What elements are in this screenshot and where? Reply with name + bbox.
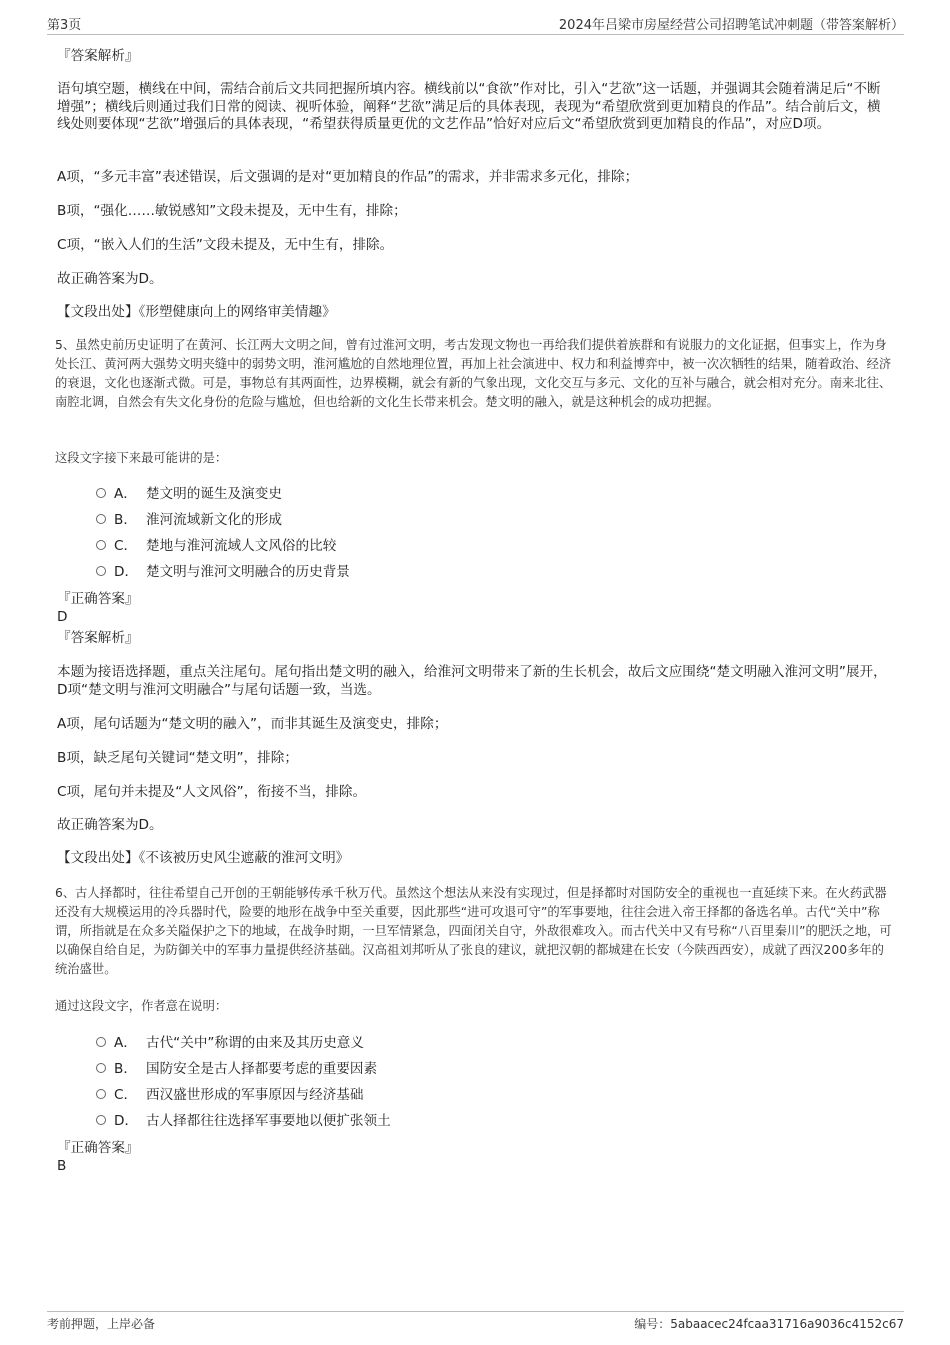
q5-source: 【文段出处】《不该被历史风尘遮蔽的淮河文明》 (57, 850, 350, 866)
q5-passage: 5、虽然史前历史证明了在黄河、长江两大文明之间，曾有过淮河文明，考古发现文物也一再给我们提供着族群和有说服力的文化证据，但事实上，作为身处长江、黄河两大强势文明夹缝中的弱势文明，淮河尴尬的自然地理位置，再加上社会演进中、权力和利益博弈中，被一次次牺牲的结果，随着政治、经济的衰退，文化也逐渐式微。可是，事物总有其两面性，边界模糊，就会有新的气象出现，文化交互与多元、文化的互补与融合，就会相对充分。南来北往、南腔北调，自然会有失文化身份的危险与尴尬，但也给新的文化生长带来机会。楚文明的融入，就是这种机会的成功把握。 (55, 338, 892, 409)
page-header (47, 14, 904, 35)
q5-option-a[interactable]: A． 楚文明的诞生及演变史 (96, 485, 282, 503)
q5-option-d[interactable]: D． 楚文明与淮河文明融合的历史背景 (96, 563, 350, 581)
radio-icon[interactable] (96, 1115, 106, 1125)
q4-option-a-note: A项，“多元丰富”表述错误，后文强调的是对“更加精良的作品”的需求，并非需求多元化，排除； (57, 169, 639, 185)
page-footer (47, 1311, 904, 1335)
page-number: 第3页 (47, 18, 82, 33)
q6-option-a[interactable]: A． 古代“关中”称谓的由来及其历史意义 (96, 1034, 364, 1052)
q5-option-b[interactable]: B． 淮河流域新文化的形成 (96, 511, 282, 529)
radio-icon[interactable] (96, 1037, 106, 1047)
q5-analysis-label: 『答案解析』 (57, 630, 139, 646)
q6-option-d[interactable]: D． 古人择都往往选择军事要地以便扩张领土 (96, 1112, 391, 1130)
q4-analysis-text: 语句填空题，横线在中间，需结合前后文共同把握所填内容。横线前以“食欲”作对比，引入“艺欲”这一话题，并强调其会随着满足后“不断增强”；横线后则通过我们日常的阅读、视听体验，阐释“艺欲”满足后的具体表现，表现为“希望欣赏到更加精良的作品”。结合前后文，横线处则要体现“艺欲”增强后的具体表现，“希望获得质量更优的文艺作品”恰好对应后文“希望欣赏到更加精良的作品”，对应D项。 (57, 81, 881, 132)
radio-icon[interactable] (96, 1089, 106, 1099)
q5-question: 这段文字接下来最可能讲的是： (55, 451, 228, 465)
radio-icon[interactable] (96, 514, 106, 524)
q5-option-c[interactable]: C． 楚地与淮河流域人文风俗的比较 (96, 537, 336, 555)
q6-option-c[interactable]: C． 西汉盛世形成的军事原因与经济基础 (96, 1086, 364, 1104)
q6-answer-label: 『正确答案』 (57, 1140, 139, 1156)
q5-option-b-note: B项，缺乏尾句关键词“楚文明”，排除； (57, 750, 298, 766)
q6-answer: B (57, 1158, 67, 1174)
q5-option-c-note: C项，尾句并未提及“人文风俗”，衔接不当，排除。 (57, 784, 367, 800)
document-title: 2024年吕梁市房屋经营公司招聘笔试冲刺题（带答案解析） (558, 18, 904, 33)
radio-icon[interactable] (96, 1063, 106, 1073)
q5-analysis-text: 本题为接语选择题，重点关注尾句。尾句指出楚文明的融入，给淮河文明带来了新的生长机会，故后文应围绕“楚文明融入淮河文明”展开，D项“楚文明与淮河文明融合”与尾句话题一致，当选。 (57, 664, 887, 698)
q5-answer: D (57, 609, 68, 625)
footer-doc-id: 编号：5abaacec24fcaa31716a9036c4152c67 (634, 1317, 904, 1331)
q6-passage: 6、古人择都时，往往希望自己开创的王朝能够传承千秋万代。虽然这个想法从来没有实现过，但是择都时对国防安全的重视也一直延续下来。在火药武器还没有大规模运用的冷兵器时代，险要的地形在战争中至关重要，因此那些“进可攻退可守”的军事要地，往往会进入帝王择都的备选名单。古代“关中”称谓，所指就是在众多关隘保护之下的地域，在战争时期，一旦军情紧急，四面闭关自守，外敌很难攻入。而古代关中又有号称“八百里秦川”的肥沃之地，可以确保自给自足，为防御关中的军事力量提供经济基础。汉高祖刘邦听从了张良的建议，就把汉朝的都城建在长安（今陕西西安），成就了西汉200多年的统治盛世。 (55, 886, 892, 976)
q4-analysis-label: 『答案解析』 (57, 48, 139, 64)
radio-icon[interactable] (96, 540, 106, 550)
q5-answer-label: 『正确答案』 (57, 591, 139, 607)
q4-source: 【文段出处】《形塑健康向上的网络审美情趣》 (57, 304, 336, 320)
q4-option-b-note: B项，“强化……敏锐感知”文段未提及，无中生有，排除； (57, 203, 407, 219)
q6-question: 通过这段文字，作者意在说明： (55, 999, 228, 1013)
radio-icon[interactable] (96, 488, 106, 498)
radio-icon[interactable] (96, 566, 106, 576)
q4-conclusion: 故正确答案为D。 (57, 271, 163, 287)
q4-option-c-note: C项，“嵌入人们的生活”文段未提及，无中生有，排除。 (57, 237, 394, 253)
footer-slogan: 考前押题，上岸必备 (47, 1317, 156, 1331)
q5-option-a-note: A项，尾句话题为“楚文明的融入”，而非其诞生及演变史，排除； (57, 716, 448, 732)
q6-option-b[interactable]: B． 国防安全是古人择都要考虑的重要因素 (96, 1060, 377, 1078)
q5-conclusion: 故正确答案为D。 (57, 817, 163, 833)
